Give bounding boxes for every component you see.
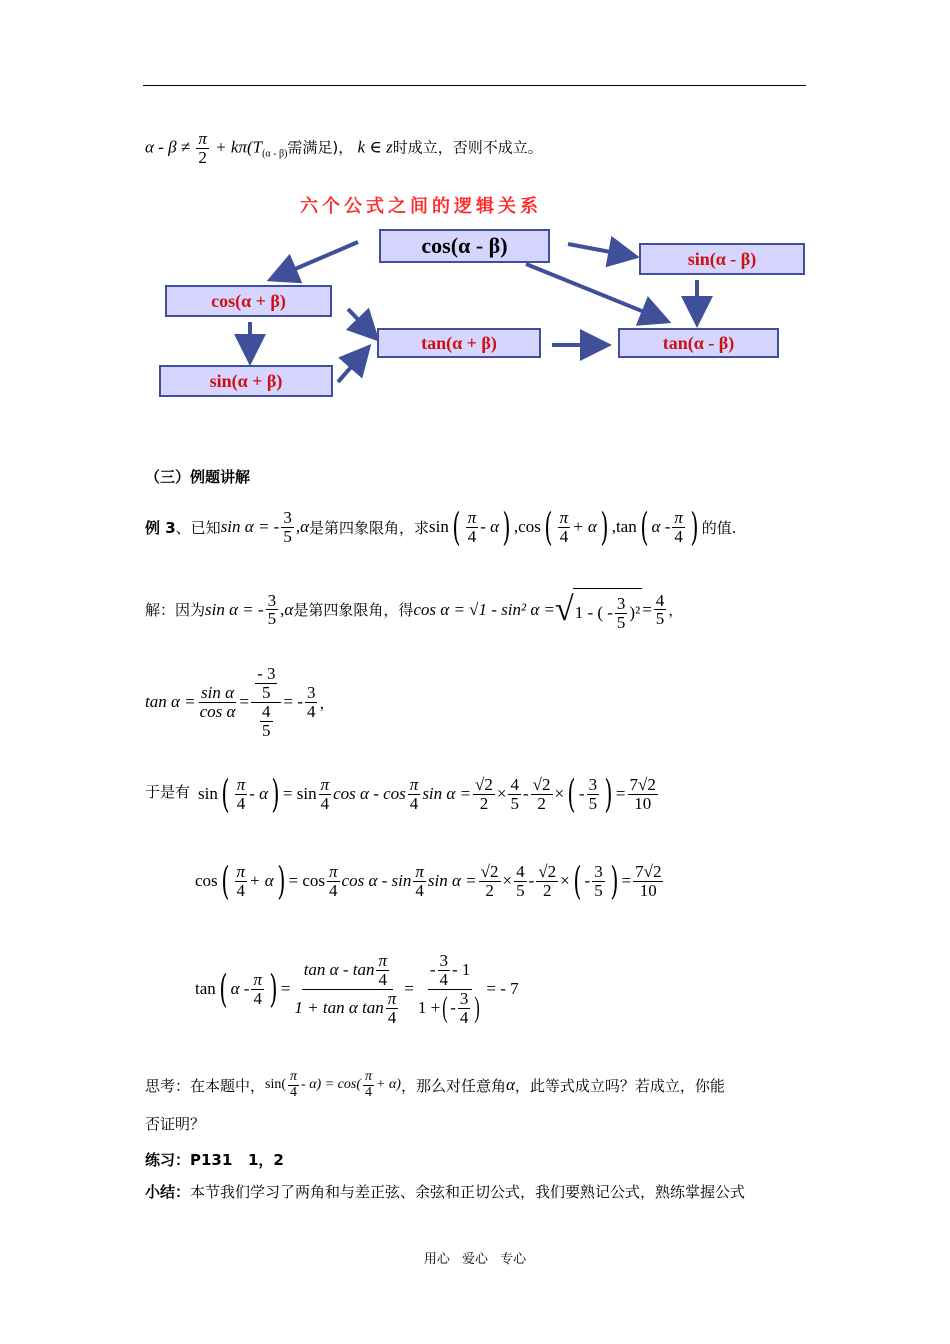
tan-label: tan α = [145, 692, 196, 712]
frac-pi-4-a: $\frac{\pi}{4}$ [467, 507, 477, 546]
summary-line [145, 1181, 745, 1202]
tan-frac-3-4: $\frac{3}{4}$ [306, 682, 316, 721]
pi-over-2: $\frac{\pi}{2}$ [198, 129, 207, 167]
solution-label: 解：因为 [145, 601, 206, 620]
d2-rhs: = cos [288, 871, 326, 890]
example-sin: sin [429, 517, 449, 536]
solution-quadrant: 是第四象限角，得 [293, 601, 414, 620]
minus-alpha: - α [480, 517, 500, 536]
sol-comma: ， [668, 601, 684, 620]
example-value-of: 的值. [701, 518, 737, 537]
example-line: 例 3 、已知 sin α = - $\frac{3}{5}$ ,α 是第四象限角，求 sin ( $\frac{\pi}{4}$ - α ) ,cos ( $\frac{\pi}{4}$ + α ) ,tan ( α - $\frac{\pi}{4}$ ) 的值. [145, 505, 737, 549]
derivation-sin: 于是有 sin ( $\frac{\pi}{4}$ - α ) = sin $\frac{\pi}{4}$ cos α - cos $\frac{\pi}{4}$ sin α = $\frac{√2}{2}$ × $\frac{4}{5}$ - $\frac{√2}{2}$ × ( - $\frac{3}{5}$ ) = $\frac{7√2}{10}$ [145, 772, 656, 816]
box-cos-plus: cos(α + β) [165, 285, 332, 317]
d3-result: = - 7 [486, 979, 519, 999]
example-alpha: ,α [295, 517, 310, 536]
box-tan-minus: tan(α - β) [618, 328, 779, 358]
example-given: sin α = - [220, 517, 280, 536]
arrow-cosminus-to-cosplus [274, 242, 358, 278]
nested-five-top: 5 [262, 682, 271, 702]
tan-line: tan α = $\frac{\text{sin α}}{\text{cos α}}$ = $\frac{\frac{- 3}{5}}{\frac{4}{5}}$ = - $\frac{3}{4}$ ， [145, 664, 335, 740]
box-tan-plus: tan(α + β) [377, 328, 541, 358]
summary-label: 小结： [145, 1183, 191, 1201]
box-sin-minus: sin(α - β) [639, 243, 805, 275]
condition-subscript: (α - β) [262, 148, 288, 160]
d2-result: $\frac{7√2}{10}$ [635, 861, 662, 900]
sqrt-block: 1 - ( - $\frac{3}{5}$ )² [573, 588, 643, 632]
d3-numeric-frac: - $\frac{3}{4}$ - 1 1 + ( - $\frac{3}{4}$ ) [417, 951, 481, 1027]
sol-frac-3-5: $\frac{3}{5}$ [267, 590, 277, 629]
practice-label: 练习：P131 [145, 1151, 233, 1169]
think-c: ，此等式成立吗？若成立，你能 [514, 1076, 725, 1095]
tan-end-comma: ， [319, 693, 335, 712]
think-alpha: α [505, 1075, 515, 1095]
tan-four: 4 [306, 701, 316, 721]
d2-end: sin α = [427, 871, 477, 890]
think-d: 否证明？ [145, 1115, 206, 1133]
practice-items: 1，2 [247, 1151, 284, 1169]
arrow-cosminus-to-sinminus [568, 244, 632, 256]
sol-equals: = [642, 599, 652, 619]
plus-alpha: + α [572, 517, 597, 536]
derivation-cos: cos ( $\frac{\pi}{4}$ + α ) = cos $\frac{\pi}{4}$ cos α - sin $\frac{\pi}{4}$ sin α = $\frac{√2}{2}$ × $\frac{4}{5}$ - $\frac{√2}{2}$ × ( - $\frac{3}{5}$ ) = $\frac{7√2}{10}$ [195, 859, 662, 903]
d2-lhs: cos [195, 871, 218, 890]
condition-need: 需满足)， [287, 138, 354, 157]
practice-line [145, 1149, 284, 1170]
think-line: 思考：在本题中， sin( $\frac{\pi}{4}$ - α) = cos( $\frac{\pi}{4}$ + α) ，那么对任意角 α ，此等式成立吗？若成立，你能 [145, 1069, 725, 1100]
example-quadrant: 是第四象限角，求 [309, 518, 430, 537]
derivation-tan: tan ( α - $\frac{\pi}{4}$ ) = tan α - tan $\frac{\pi}{4}$ 1 + tan α tan $\frac{\pi}{4}$ = - $\frac{3}{4}$ - 1 1 + ( - $\frac{3}{4}$ ) = - 7 [195, 951, 519, 1027]
think-b: ，那么对任意角 [400, 1076, 506, 1095]
d1-lhs: sin [198, 784, 218, 803]
box-cos-minus: cos(α - β) [379, 229, 550, 263]
d3-lhs: tan [195, 979, 216, 999]
alpha-minus: α - [651, 517, 671, 536]
solution-sin-given: sin α = - [205, 599, 264, 619]
section-heading: （三）例题讲解 [145, 468, 251, 486]
condition-expr-mid: + kπ(T [215, 137, 263, 157]
condition-expr-left: α - β ≠ [145, 137, 191, 157]
derivation-intro: 于是有 [145, 783, 191, 801]
solution-cos-expr: cos α = √1 - sin² α = [413, 599, 556, 619]
page-footer: 用心 爱心 专心 [423, 1252, 527, 1267]
arrow-cosplus-to-tanplus [348, 309, 374, 336]
solution-line: 解：因为 sin α = - $\frac{3}{5}$ ,α 是第四象限角，得 cos α = √1 - sin² α = √ 1 - ( - $\frac{3}{5}$ )² = $\frac{4}{5}$ ， [145, 588, 683, 632]
summary-text: 本节我们学习了两角和与差正弦、余弦和正切公式，我们要熟记公式，熟练掌握公式 [190, 1183, 746, 1201]
example-tan: ,tan [611, 517, 637, 536]
frac-pi-4-c: $\frac{\pi}{4}$ [674, 507, 683, 546]
frac-pi-4-b: $\frac{\pi}{4}$ [559, 507, 569, 546]
tan-sin-over-cos: $\frac{\text{sin α}}{\text{cos α}}$ [199, 682, 236, 721]
example-cos: ,cos [513, 517, 541, 536]
diagram-title: 六个公式之间的逻辑关系 [300, 196, 542, 217]
example-label: 例 3 [145, 518, 176, 537]
arrow-sinplus-to-tanplus [338, 350, 366, 382]
think-a: 思考：在本题中， [145, 1076, 266, 1095]
example-intro: 、已知 [175, 518, 221, 537]
frac-3-5: $\frac{3}{5}$ [283, 507, 292, 546]
tan-minus: = - [283, 692, 303, 712]
d1-end: sin α = [422, 784, 472, 803]
d1-rhs: = sin [282, 784, 317, 803]
d1-result: $\frac{7√2}{10}$ [629, 774, 656, 813]
condition-tail: 时成立，否则不成立。 [392, 138, 543, 157]
sol-frac-4-5: $\frac{4}{5}$ [655, 590, 665, 629]
d2-mid: cos α - sin [341, 871, 412, 890]
d1-mid: cos α - cos [333, 784, 406, 803]
d3-main-frac: tan α - tan $\frac{\pi}{4}$ 1 + tan α tan $\frac{\pi}{4}$ [294, 951, 397, 1027]
tan-nested-frac: $\frac{\frac{- 3}{5}}{\frac{4}{5}}$ [251, 665, 281, 739]
k-in-z: k ∈ z [357, 137, 393, 157]
box-sin-plus: sin(α + β) [159, 365, 333, 397]
